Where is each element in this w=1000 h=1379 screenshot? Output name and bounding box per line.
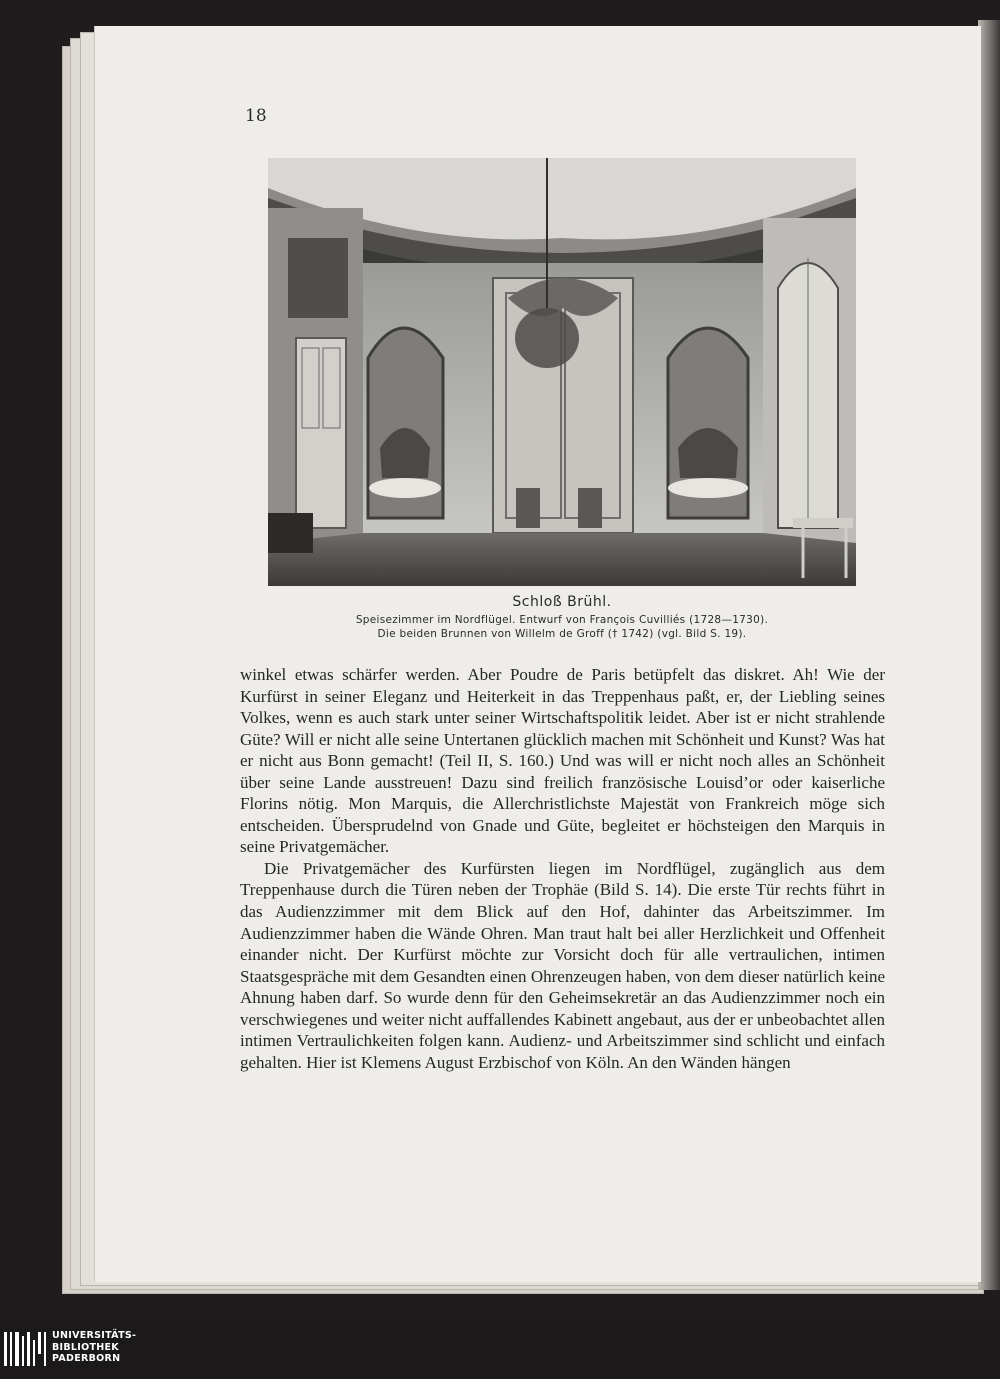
logo-line: UNIVERSITÄTS- bbox=[52, 1330, 137, 1341]
paragraph: Die Privatgemächer des Kurfürsten liegen im Nordflügel, zugänglich aus dem Treppenhause durch die Türen neben der Trophäe (Bild S. 14). Die erste Tür rechts führt in das Audienzzimmer mit dem Blick auf den Hof, dahinter das Arbeitszimmer. Im Audienzzimmer haben die Wände Ohren. Man traut halt bei aller Herzlichkeit und Offenheit einander nicht. Der Kurfürst möchte zur Vorsicht doch für alle vertraulichen, intimen Staatsgespräche mit dem Gesandten einen Ohrenzeugen haben, von dem dieser natürlich keine Ahnung haben darf. So wurde denn für den Geheimsekretär an das Audienzzimmer noch ein verschwiegenes und weiter nicht auffallendes Kabinett angebaut, aus der er unbeobachtet allen intimen Vertraulichkeiten folgen kann. Audienz- und Arbeitszimmer sind schlicht und einfach gehalten. Hier ist Klemens August Erzbischof von Köln. An den Wänden hängen bbox=[240, 858, 885, 1072]
library-logo-text bbox=[52, 1330, 136, 1365]
logo-line: BIBLIOTHEK bbox=[52, 1341, 119, 1353]
library-logo-icon bbox=[4, 1330, 48, 1368]
footer-band bbox=[0, 1320, 1000, 1379]
book-spine bbox=[978, 20, 1000, 1290]
figure-photo bbox=[268, 158, 856, 586]
logo-line: PADERBORN bbox=[52, 1353, 121, 1364]
paragraph: winkel etwas schärfer werden. Aber Poudre de Paris betüpfelt das diskret. Ah! Wie der Kurfürst in seiner Eleganz und Heiterkeit in das Treppenhaus paßt, er, der Liebling seines Volkes, wenn es auch stark unter seiner Wirtschaftspolitik leidet. Aber ist er nicht strahlende Güte? Will er nicht alle seine Untertanen glücklich machen mit Schönheit und Kunst? Was hat er nicht aus Bonn gemacht! (Teil II, S. 160.) Und was will er nicht noch alles an Schönheit über seine Lande ausstreuen! Dazu sind freilich französische Louisd’or oder kaiserliche Florins nötig. Mon Marquis, die Allerchristlichste Majestät von Frankreich möge sich entscheiden. Übersprudelnd von Gnade und Güte, begleitet er höchsteigen den Marquis in seine Privatgemächer. bbox=[240, 665, 885, 857]
figure-title: Schloß Brühl. bbox=[512, 594, 612, 610]
body-text bbox=[240, 664, 885, 1073]
figure-caption-line: Speisezimmer im Nordflügel. Entwurf von François Cuvilliés (1728—1730). bbox=[355, 614, 769, 626]
page-number: 18 bbox=[245, 106, 267, 126]
figure-caption-line: Die beiden Brunnen von Willelm de Groff († 1742) (vgl. Bild S. 19). bbox=[377, 628, 747, 640]
dining-room-photo-illustration bbox=[268, 158, 856, 586]
